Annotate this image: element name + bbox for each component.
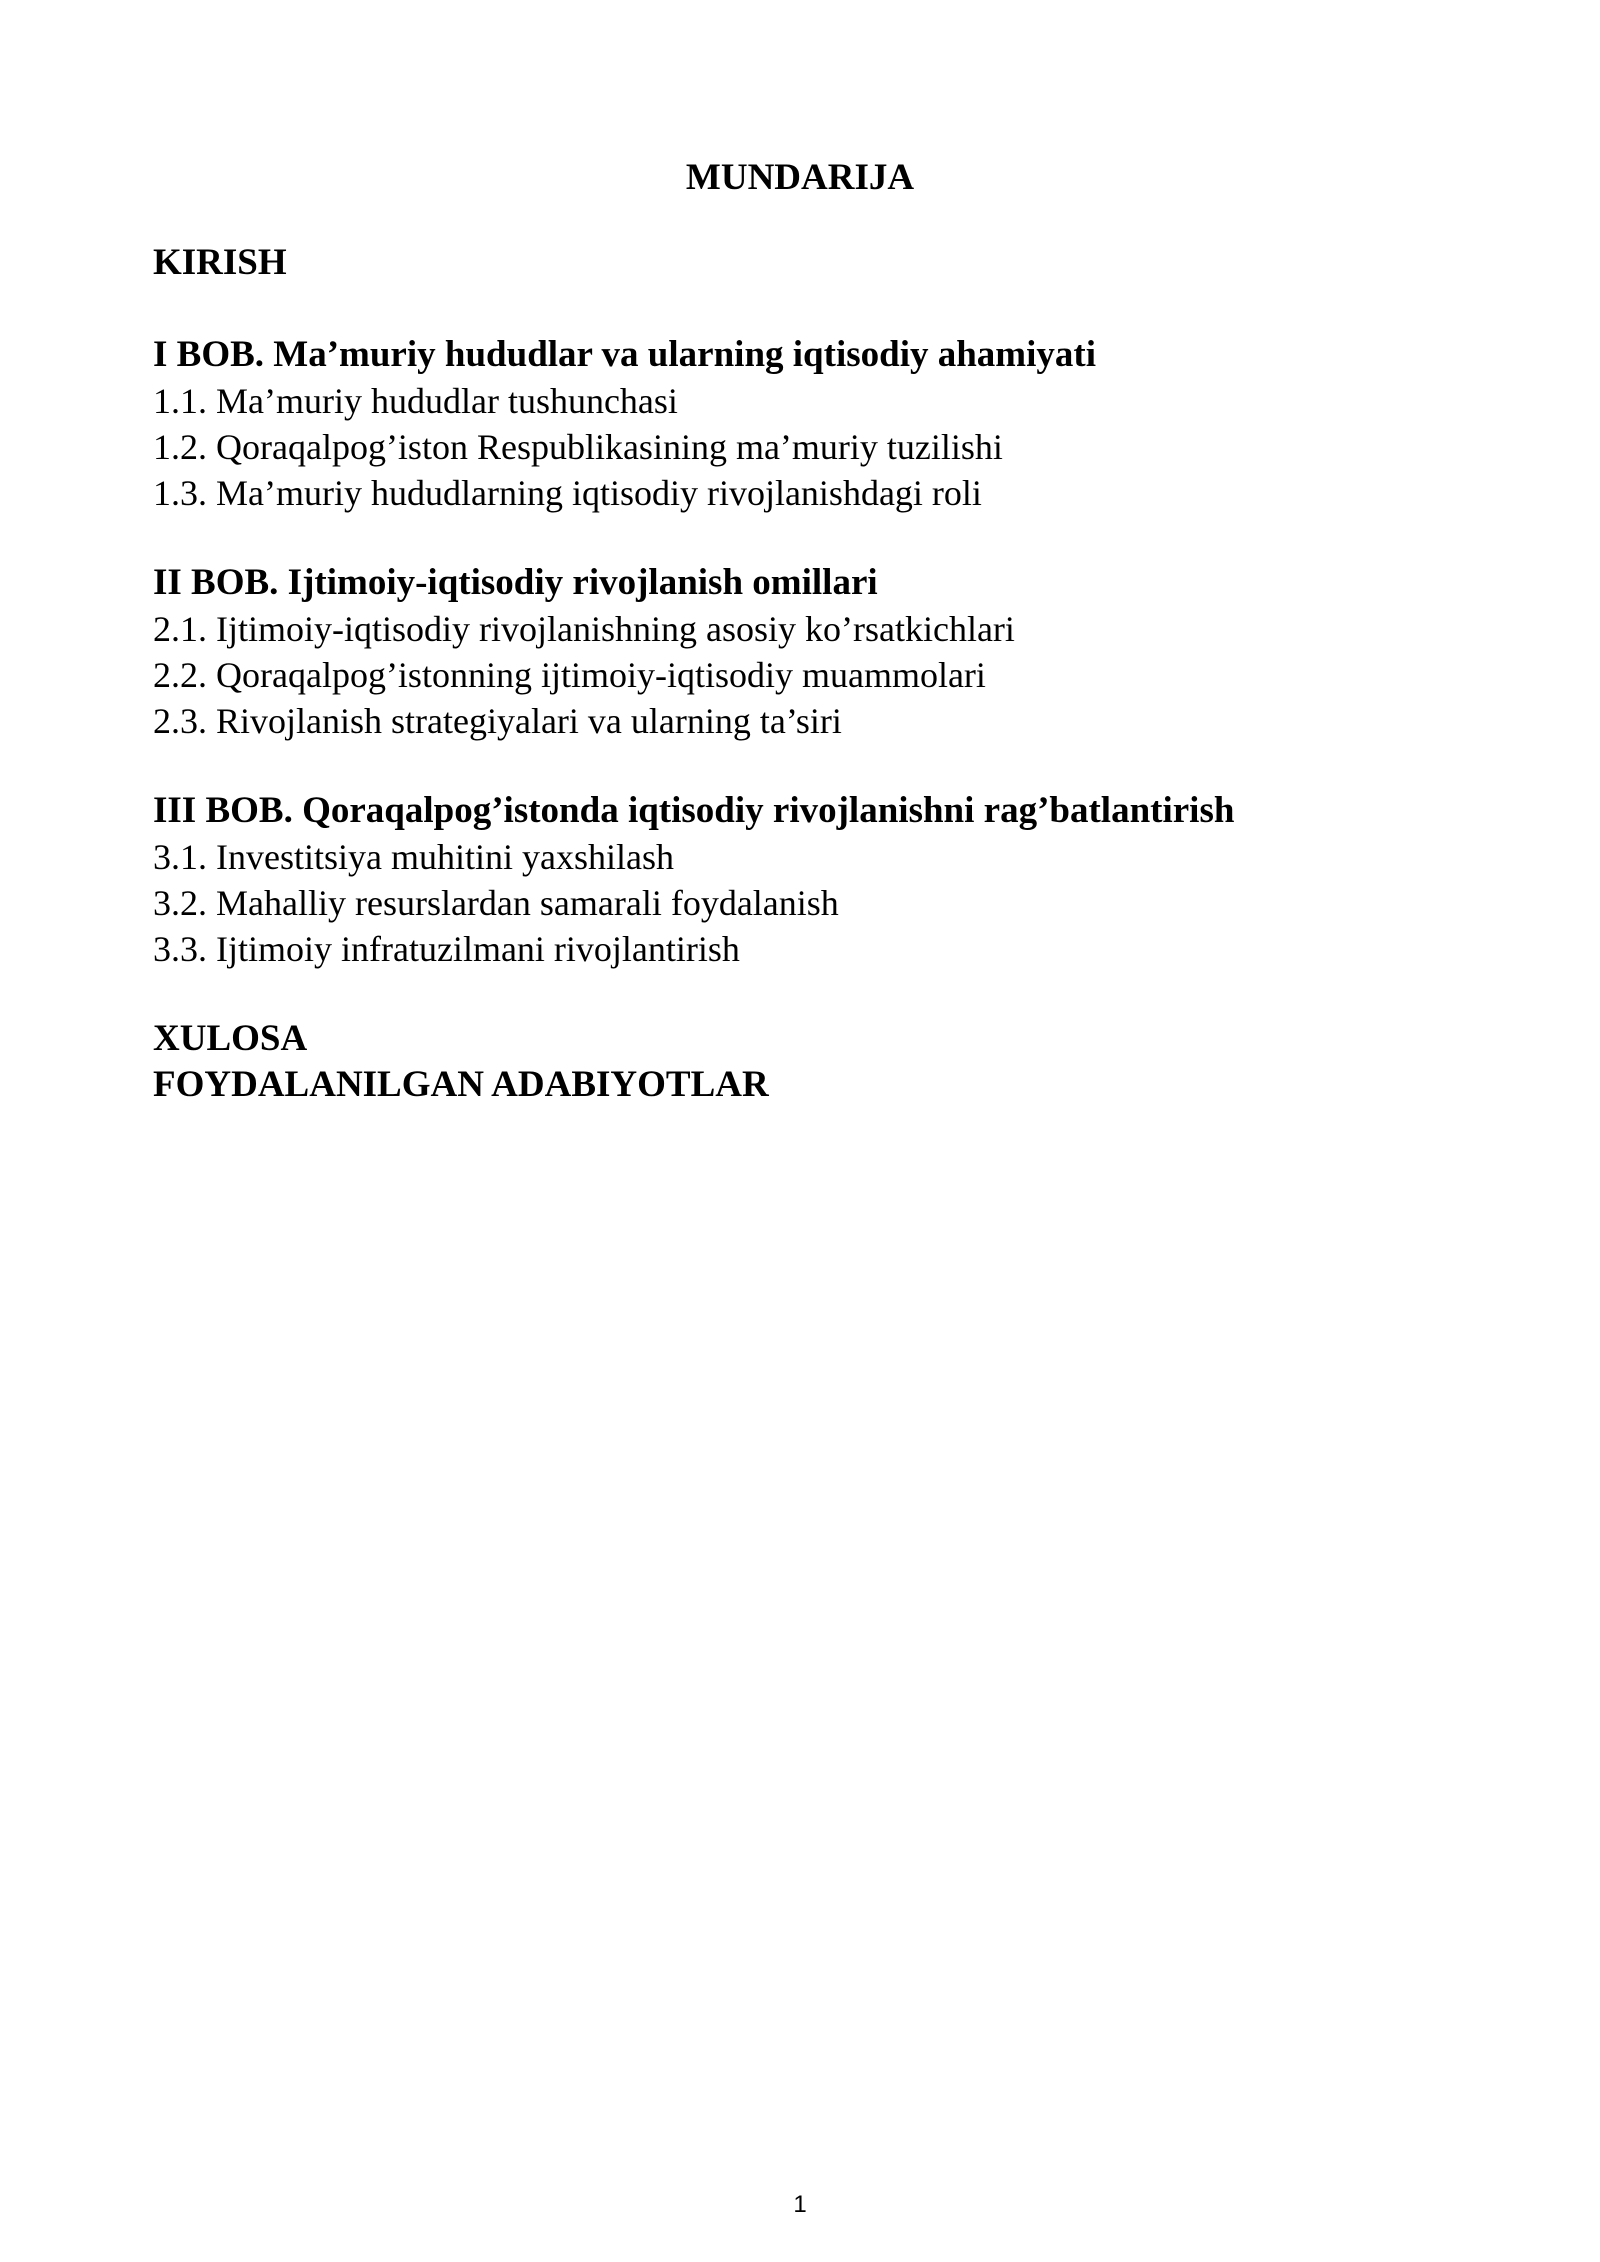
toc-conclusion: XULOSA [153, 1018, 308, 1059]
chapter-item: 1.1. Ma’muriy hududlar tushunchasi [153, 381, 678, 421]
chapter-heading: II BOB. Ijtimoiy-iqtisodiy rivojlanish omillari [153, 562, 878, 603]
chapter-item: 3.3. Ijtimoiy infratuzilmani rivojlantirish [153, 929, 740, 969]
toc-chapter-3 [153, 788, 1453, 972]
chapter-item: 2.3. Rivojlanish strategiyalari va ularning ta’siri [153, 701, 842, 741]
chapter-heading: III BOB. Qoraqalpog’istonda iqtisodiy rivojlanishni rag’batlantirish [153, 790, 1235, 831]
toc-closing-block [153, 1016, 1453, 1108]
toc-chapter-2 [153, 560, 1453, 744]
chapter-item: 1.2. Qoraqalpog’iston Respublikasining ma’muriy tuzilishi [153, 427, 1003, 467]
chapter-item: 2.2. Qoraqalpog’istonning ijtimoiy-iqtisodiy muammolari [153, 655, 986, 695]
chapter-item: 3.1. Investitsiya muhitini yaxshilash [153, 837, 674, 877]
page-title: MUNDARIJA [685, 157, 915, 198]
toc-references: FOYDALANILGAN ADABIYOTLAR [153, 1064, 769, 1105]
chapter-item: 1.3. Ma’muriy hududlarning iqtisodiy rivojlanishdagi roli [153, 473, 982, 513]
chapter-item: 3.2. Mahalliy resurslardan samarali foydalanish [153, 883, 839, 923]
toc-intro-block [153, 240, 1453, 286]
toc-chapter-1 [153, 332, 1453, 516]
chapter-item: 2.1. Ijtimoiy-iqtisodiy rivojlanishning asosiy ko’rsatkichlari [153, 609, 1015, 649]
table-of-contents [153, 240, 1453, 1108]
chapter-heading: I BOB. Ma’muriy hududlar va ularning iqtisodiy ahamiyati [153, 334, 1097, 375]
toc-intro: KIRISH [153, 242, 287, 283]
page-number: 1 [793, 2191, 807, 2218]
